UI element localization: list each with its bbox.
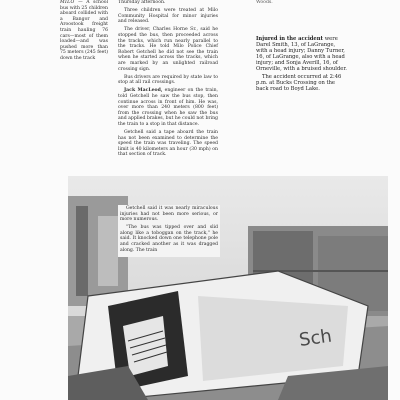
paragraph-2: The driver, Charles Horne Sr., said he stopped the bus, then proceeded across the tracks, which run nearly parallel to the tracks. He told Milo Police Chief Robert Getchell he did not see the train when he started across the tracks, which are marked by an unlighted railroad crossing sign. [118, 27, 218, 72]
dateline: MILO [60, 0, 75, 5]
accident-time-paragraph: The accident occurred at 2:46 p.m. at Bucks Crossing on the back road to Boyd Lake. [256, 74, 342, 92]
article-continuation [118, 205, 220, 257]
article-column-3 [256, 0, 348, 8]
engineer-name: Jack MacLeod, [124, 88, 163, 94]
paragraph-3: Bus drivers are required by state law to stop at all rail crossings. [118, 74, 218, 86]
paragraph-4-text: engineer on the train, told Getchell he saw the bus stop, then continue across in front of him. He was, over more than 240 meters (800 feet) from the crossing when he saw the bus and applied brakes, but he could not bring the train to a stop in that distance. [118, 88, 218, 127]
accident-photo [68, 176, 388, 400]
bus-side-lettering: Sch [297, 325, 334, 351]
paragraph-4 [118, 88, 218, 127]
subhead-lead: Injured in the accident [256, 36, 323, 42]
article-column-1 [60, 0, 108, 64]
photo-image [68, 176, 388, 400]
paragraph-0: Thursday afternoon. [118, 0, 166, 5]
paragraph-7: "The bus was tipped over and slid along like a toboggan on the track," he said. It knocked down one telephone pole and cracked another as it was dragged along. The train [120, 225, 218, 253]
lead-text: — A school bus with 25 children aboard collided with a Bangor and Aroostook freight train hauling 76 cars—most of them loaded—and was pushed more than 75 meters (245 feet) down the track [60, 0, 108, 61]
paragraph-5: Getchell said a tape aboard the train has not been examined to determine the speed the train was traveling. The speed limit is 40 kilometers an hour (30 mph) on that section of track. [118, 129, 218, 158]
injured-subhead [256, 36, 348, 92]
article-column-2 [118, 0, 218, 160]
paragraph-6: Getchell said it was nearly miraculous injuries had not been more serious, or more numerous. [120, 206, 218, 223]
column-3-top: Woods. [256, 0, 273, 5]
lead-paragraph [60, 0, 108, 62]
paragraph-1: Three children were treated at Milo Community Hospital for minor injuries and released. [118, 8, 218, 25]
injured-text: were Darel Smith, 13, of LaGrange, with a head injury; Danny Turner, 16, of LaGrange, also with a head injury; and Sonja Averill, 16, of Orneville, with a bruised shoulder. [256, 36, 347, 72]
